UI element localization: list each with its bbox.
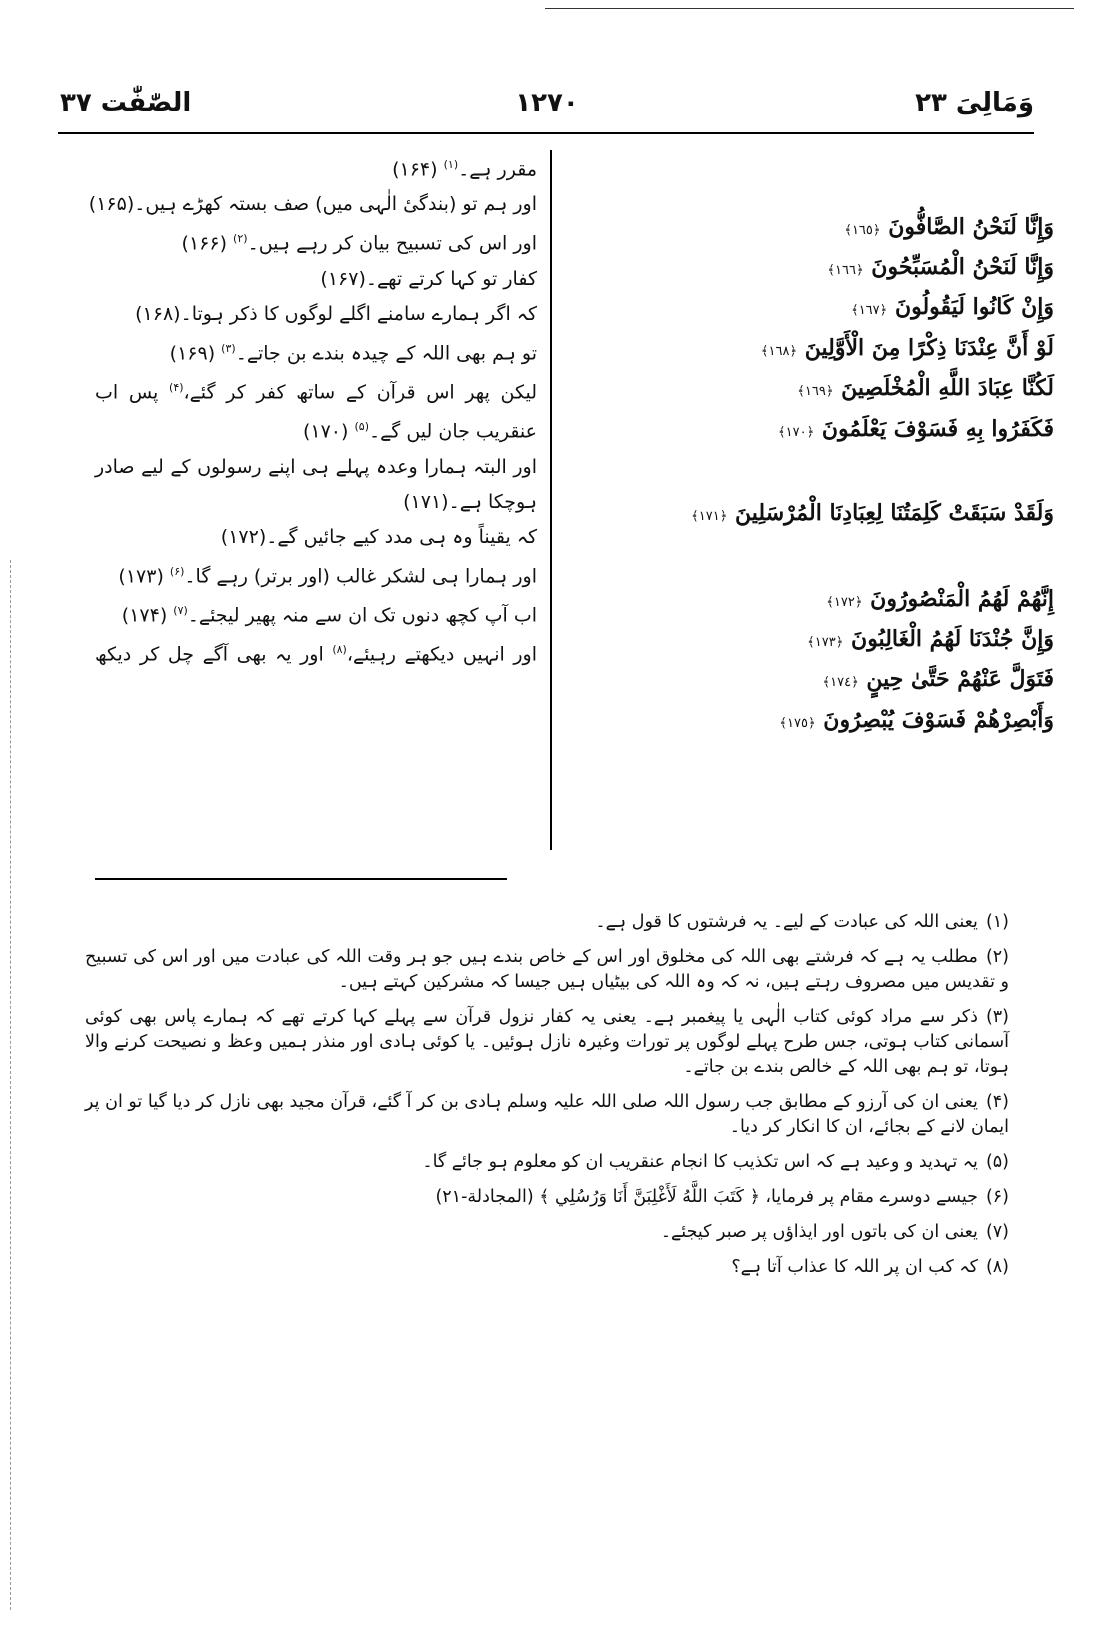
verse-reference: پس اب (95, 381, 159, 404)
arabic-verse-text: إِنَّهُمْ لَهُمُ الْمَنْصُورُونَ (870, 586, 1054, 612)
surah-name: الصّٰفّٰت ۳۷ (60, 88, 192, 118)
arabic-verse (779, 707, 1054, 733)
footnote-text: یہ تہدید و وعید ہے کہ اس تکذیب کا انجام عنقریب ان کو معلوم ہو جائے گا۔ (422, 1152, 978, 1172)
top-border-line (545, 8, 1074, 9)
footnote-marker: (۴) (169, 380, 184, 394)
translation-text: اور اس کی تسبیح بیان کر رہے ہیں۔ (247, 232, 537, 255)
verse-end-marker: ﴿١٧٥﴾ (779, 716, 816, 731)
footnote-number: (۶) (985, 1187, 1009, 1207)
footnote-number: (۵) (985, 1152, 1009, 1172)
translation-line (88, 192, 537, 216)
verse-end-marker: ﴿١٦٧﴾ (851, 303, 888, 318)
footnote-rule (95, 878, 507, 880)
translation-text: مقرر ہے۔ (458, 158, 537, 181)
footnote-marker: (۸) (332, 643, 347, 657)
verse-end-marker: ﴿١٧٠﴾ (777, 425, 815, 440)
verse-end-marker: ﴿١٦٩﴾ (797, 384, 834, 399)
arabic-verse-text: وَإِنَّا لَنَحْنُ الصَّافُّونَ (888, 214, 1054, 240)
footnote-marker: (۷) (173, 603, 188, 617)
arabic-verse-text: وَأَبْصِرْهُمْ فَسَوْفَ يُبْصِرُونَ (823, 707, 1054, 733)
translation-text: اور انہیں دیکھتے رہیئے، (346, 643, 537, 666)
arabic-verse-text: لَكُنَّا عِبَادَ اللَّهِ الْمُخْلَصِينَ (841, 375, 1054, 401)
translation-text: تو ہم بھی اللہ کے چیدہ بندے بن جاتے۔ (235, 341, 537, 364)
footnote-item (85, 1090, 1009, 1140)
verse-reference: (۱۷۴) (121, 604, 168, 627)
arabic-verse (827, 254, 1054, 280)
verse-end-marker: ﴿١٦٨﴾ (760, 344, 798, 359)
arabic-verse (807, 626, 1054, 652)
translation-text: اور ہم تو (بندگیٔ الٰہی میں) صف بستہ کھڑے ہیں۔(۱۶۵) (88, 193, 537, 216)
verse-reference: (۱۷۳) (118, 564, 164, 587)
translation-text: اور ہمارا ہی لشکر غالب (اور برتر) رہے گا۔ (184, 564, 537, 587)
verse-reference: اور یہ بھی آگے چل کر دیکھ (95, 643, 324, 666)
verse-reference: (۱۶۹) (169, 341, 216, 364)
arabic-verse (778, 416, 1054, 442)
translation-text: اب آپ کچھ دنوں تک ان سے منہ پھیر لیجئے۔ (187, 604, 537, 627)
arabic-verse-text: وَلَقَدْ سَبَقَتْ كَلِمَتُنَا لِعِبَادِنَا الْمُرْسَلِينَ (735, 500, 1054, 526)
juz-name: وَمَالِیَ ۲۳ (915, 88, 1034, 118)
arabic-verse (797, 375, 1054, 401)
translation-line (95, 415, 537, 443)
footnote-item (85, 1150, 1009, 1175)
translation-text: کہ یقیناً وہ ہی مدد کیے جائیں گے۔(۱۷۲) (220, 525, 537, 548)
page-header (60, 88, 1034, 128)
translation-line (95, 599, 537, 627)
translation-line (95, 267, 537, 291)
footnotes (85, 910, 1009, 1290)
arabic-verse (851, 294, 1054, 320)
translation-line (95, 302, 537, 326)
verse-end-marker: ﴿١٦٥﴾ (844, 223, 881, 238)
footnote-number: (۳) (985, 1007, 1009, 1027)
translation-text: ہوچکا ہے۔(۱۷۱) (403, 490, 537, 513)
verse-reference: (۱۷۰) (302, 420, 349, 443)
translation-line (95, 525, 537, 549)
footnote-text: یعنی ان کی آرزو کے مطابق جب رسول اللہ صلی اللہ علیہ وسلم ہادی بن کر آ گئے، قرآن مجید بھی نازل کر دیا گیا تو ان پر ایمان لانے کے بجائے، ان کا انکار کر دیا۔ (85, 1092, 1009, 1137)
translation-column (88, 153, 537, 678)
translation-line (95, 455, 537, 479)
footnote-text: یعنی ان کی باتوں اور ایذاؤں پر صبر کیجئے۔ (660, 1222, 978, 1242)
arabic-verse (826, 586, 1054, 612)
translation-text: لیکن پھر اس قرآن کے ساتھ کفر کر گئے، (183, 381, 537, 404)
header-rule (58, 132, 1034, 134)
footnote-item (85, 1220, 1009, 1245)
footnote-marker: (۳) (221, 341, 236, 355)
footnote-number: (۷) (985, 1222, 1009, 1242)
arabic-verse (823, 666, 1054, 692)
verse-end-marker: ﴿١٧٢﴾ (826, 595, 863, 610)
arabic-verse (691, 500, 1054, 526)
footnote-item (85, 910, 1009, 935)
translation-text: اور البتہ ہمارا وعدہ پہلے ہی اپنے رسولوں کے لیے صادر (95, 455, 537, 478)
column-divider (550, 150, 552, 850)
arabic-verse-text: فَكَفَرُوا بِهِ فَسَوْفَ يَعْلَمُونَ (821, 416, 1054, 442)
footnote-text: ذکر سے مراد کوئی کتاب الٰہی یا پیغمبر ہے۔ یعنی یہ کفار نزول قرآن سے پہلے کہا کرتے تھے کہ ہمارے پاس بھی کوئی آسمانی کتاب ہوتی، جس طرح پہلے لوگوں پر تورات وغیرہ نازل ہوئیں۔ یا کوئی ہادی اور منذر ہمیں وعظ و نصیحت کرنے والا ہوتا، تو ہم بھی اللہ کے خالص بندے بن جاتے۔ (85, 1007, 1009, 1077)
translation-text: عنقریب جان لیں گے۔ (368, 420, 537, 443)
footnote-item (85, 1005, 1009, 1080)
translation-line (95, 638, 537, 666)
translation-line (95, 227, 537, 255)
verse-end-marker: ﴿١٧٣﴾ (807, 635, 844, 650)
footnote-number: (۲) (985, 947, 1009, 967)
footnote-item (85, 1185, 1009, 1210)
footnote-marker: (۱) (443, 158, 459, 171)
translation-line (95, 376, 537, 404)
footnote-text: مطلب یہ ہے کہ فرشتے بھی اللہ کی مخلوق اور اس کے خاص بندے ہیں جو ہر وقت اللہ کی عبادت میں اور اس کی تسبیح و تقدیس میں مصروف رہتے ہیں، نہ کہ وہ اللہ کی بیٹیاں ہیں جیسا کہ مشرکین کہتے ہیں۔ (85, 947, 1009, 992)
translation-line (95, 153, 537, 181)
arabic-verse-text: وَإِنَّ جُنْدَنَا لَهُمُ الْغَالِبُونَ (851, 626, 1054, 652)
translation-line (95, 337, 537, 365)
verse-reference: (۱۶۴) (392, 158, 438, 181)
scan-edge-marks (10, 560, 15, 1610)
page-number: ۱۲۷۰ (515, 88, 579, 118)
verse-reference: (۱۶۶) (181, 232, 227, 255)
footnote-text: جیسے دوسرے مقام پر فرمایا، ﴿ كَتَبَ اللَّهُ لَأَغْلِبَنَّ أَنَا وَرُسُلِي ﴾ (المجادلة-۲۱) (435, 1187, 978, 1207)
verse-end-marker: ﴿١٧٤﴾ (822, 675, 859, 690)
footnote-item (85, 945, 1009, 995)
footnote-number: (۱) (985, 912, 1009, 932)
arabic-verse (844, 214, 1054, 240)
arabic-verse (761, 335, 1054, 361)
footnote-text: یعنی اللہ کی عبادت کے لیے۔ یہ فرشتوں کا قول ہے۔ (595, 912, 978, 932)
footnote-item (85, 1255, 1009, 1280)
translation-line (95, 490, 537, 514)
arabic-verse-text: وَإِنْ كَانُوا لَيَقُولُونَ (894, 294, 1054, 320)
footnote-marker: (۲) (233, 232, 248, 246)
verse-end-marker: ﴿١٧١﴾ (691, 509, 728, 524)
footnote-text: کہ کب ان پر اللہ کا عذاب آتا ہے؟ (731, 1257, 978, 1277)
arabic-verse-text: فَتَوَلَّ عَنْهُمْ حَتَّىٰ حِينٍ (866, 666, 1054, 692)
footnote-marker: (۶) (169, 564, 185, 578)
footnote-marker: (۵) (354, 420, 369, 434)
footnote-number: (۸) (985, 1257, 1009, 1277)
arabic-verse-text: وَإِنَّا لَنَحْنُ الْمُسَبِّحُونَ (871, 254, 1054, 280)
footnote-number: (۴) (985, 1092, 1009, 1112)
translation-line (95, 560, 537, 588)
translation-text: کفار تو کہا کرتے تھے۔(۱۶۷) (320, 267, 537, 290)
arabic-verse-text: لَوْ أَنَّ عِنْدَنَا ذِكْرًا مِنَ الْأَوَّلِينَ (804, 335, 1054, 361)
translation-text: کہ اگر ہمارے سامنے اگلے لوگوں کا ذکر ہوتا۔(۱۶۸) (135, 302, 537, 325)
verse-end-marker: ﴿١٦٦﴾ (827, 263, 864, 278)
